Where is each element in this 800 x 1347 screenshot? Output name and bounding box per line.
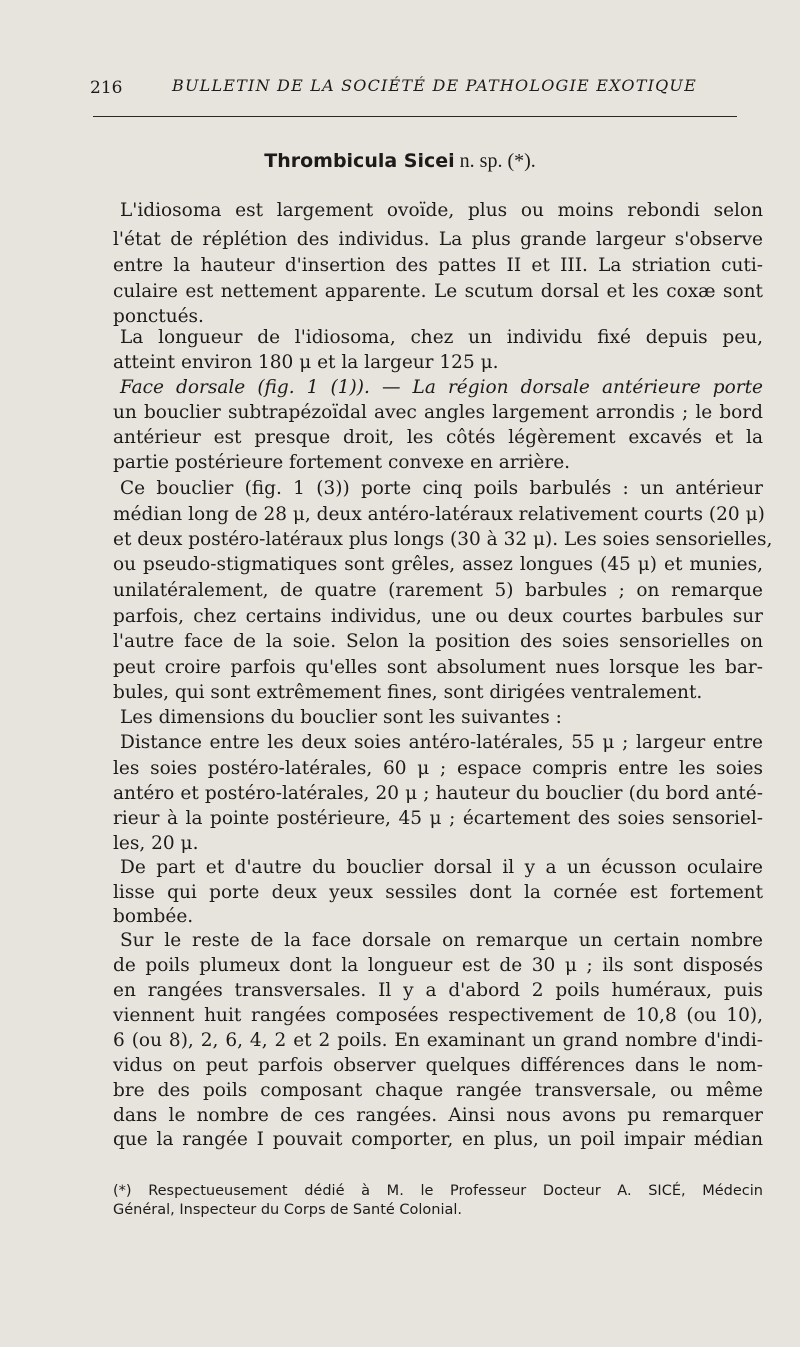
text-line: parfois, chez certains individus, une ou deux courtes barbules sur: [113, 606, 763, 627]
page-header: [90, 76, 740, 106]
text-line: entre la hauteur d'insertion des pattes II et III. La striation cuti-: [113, 255, 763, 276]
text-line: antérieur est presque droit, les côtés légèrement excavés et la: [113, 427, 763, 448]
text-line: La longueur de l'idiosoma, chez un individu fixé depuis peu,: [120, 327, 763, 348]
text-line: bombée.: [113, 906, 194, 927]
text-line: Distance entre les deux soies antéro-latérales, 55 μ ; largeur entre: [120, 732, 763, 753]
text-line: culaire est nettement apparente. Le scutum dorsal et les coxæ sont: [113, 281, 763, 302]
footnote-line: (*) Respectueusement dédié à M. le Professeur Docteur A. SICÉ, Médecin: [113, 1183, 763, 1199]
text-line: et deux postéro-latéraux plus longs (30 à 32 μ). Les soies sensorielles,: [113, 529, 773, 550]
header-rule: [93, 116, 737, 117]
text-line: en rangées transversales. Il y a d'abord 2 poils huméraux, puis: [113, 980, 763, 1001]
text-line: dans le nombre de ces rangées. Ainsi nous avons pu remarquer: [113, 1105, 763, 1126]
title-suffix: n. sp. (*).: [454, 150, 536, 172]
text-line: bules, qui sont extrêmement fines, sont dirigées ventralement.: [113, 682, 703, 703]
footnote-line: Général, Inspecteur du Corps de Santé Colonial.: [113, 1202, 463, 1218]
text-line: ponctués.: [113, 306, 204, 327]
text-line: viennent huit rangées composées respectivement de 10,8 (ou 10),: [113, 1005, 763, 1026]
species-name: Thrombicula Sicei: [264, 150, 455, 172]
text-line: ou pseudo-stigmatiques sont grêles, assez longues (45 μ) et munies,: [113, 554, 763, 575]
text-line: unilatéralement, de quatre (rarement 5) barbules ; on remarque: [113, 580, 763, 601]
text-line: que la rangée I pouvait comporter, en plus, un poil impair médian: [113, 1129, 763, 1150]
text-line: médian long de 28 μ, deux antéro-latéraux relativement courts (20 μ): [113, 504, 765, 525]
page-number: 216: [90, 78, 123, 98]
text-line: peut croire parfois qu'elles sont absolument nues lorsque les bar-: [113, 657, 763, 678]
text-line: vidus on peut parfois observer quelques différences dans le nom-: [113, 1055, 763, 1076]
text-line: les soies postéro-latérales, 60 μ ; espace compris entre les soies: [113, 758, 763, 779]
text-line: L'idiosoma est largement ovoïde, plus ou moins rebondi selon: [120, 200, 763, 221]
text-line: l'autre face de la soie. Selon la position des soies sensorielles on: [113, 631, 763, 652]
text-line: l'état de réplétion des individus. La plus grande largeur s'observe: [113, 229, 763, 250]
text-line: Ce bouclier (fig. 1 (3)) porte cinq poils barbulés : un antérieur: [120, 478, 763, 499]
text-line: les, 20 μ.: [113, 833, 199, 854]
text-line: De part et d'autre du bouclier dorsal il y a un écusson oculaire: [120, 857, 763, 878]
article-title: [0, 150, 800, 173]
text-line: rieur à la pointe postérieure, 45 μ ; écartement des soies sensoriel-: [113, 808, 763, 829]
text-line: de poils plumeux dont la longueur est de 30 μ ; ils sont disposés: [113, 955, 763, 976]
text-line: atteint environ 180 μ et la largeur 125 μ.: [113, 352, 499, 373]
running-title: BULLETIN DE LA SOCIÉTÉ DE PATHOLOGIE EXOTIQUE: [172, 76, 697, 95]
text-line: antéro et postéro-latérales, 20 μ ; hauteur du bouclier (du bord anté-: [113, 783, 763, 804]
text-line: un bouclier subtrapézoïdal avec angles largement arrondis ; le bord: [113, 402, 763, 423]
text-line: Face dorsale (fig. 1 (1)). — La région dorsale antérieure porte: [120, 377, 763, 398]
text-line: Les dimensions du bouclier sont les suivantes :: [120, 707, 562, 728]
text-line: bre des poils composant chaque rangée transversale, ou même: [113, 1080, 763, 1101]
text-line: 6 (ou 8), 2, 6, 4, 2 et 2 poils. En examinant un grand nombre d'indi-: [113, 1030, 763, 1051]
text-line: Sur le reste de la face dorsale on remarque un certain nombre: [120, 930, 763, 951]
text-line: lisse qui porte deux yeux sessiles dont la cornée est fortement: [113, 882, 763, 903]
text-line: partie postérieure fortement convexe en arrière.: [113, 452, 571, 473]
